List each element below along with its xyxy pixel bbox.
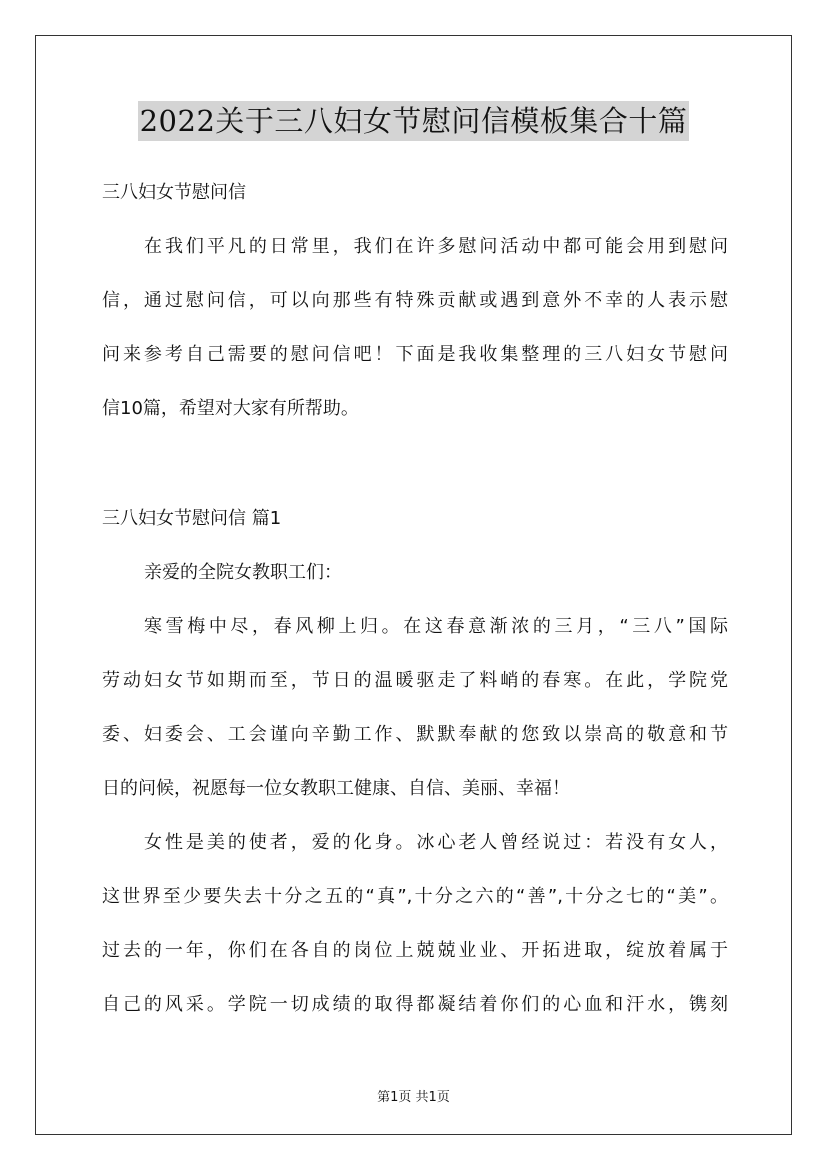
title-container xyxy=(0,101,827,141)
body-line-4: 日的问候，祝愿每一位女教职工健康、自信、美丽、幸福！ xyxy=(102,778,570,799)
article-heading: 三八妇女节慰问信 篇1 xyxy=(102,508,282,529)
body-line-1: 寒雪梅中尽，春风柳上归。在这春意渐浓的三月，“三八”国际 xyxy=(144,616,728,637)
intro-line-4: 信10篇，希望对大家有所帮助。 xyxy=(102,398,359,419)
document-title: 2022关于三八妇女节慰问信模板集合十篇 xyxy=(138,101,690,141)
section-heading: 三八妇女节慰问信 xyxy=(102,182,246,203)
page-footer: 第1页 共1页 xyxy=(377,1090,450,1105)
body-line-5: 女性是美的使者，爱的化身。冰心老人曾经说过：若没有女人， xyxy=(144,832,728,853)
body-line-3: 委、妇委会、工会谨向辛勤工作、默默奉献的您致以崇高的敬意和节 xyxy=(102,724,728,745)
body-line-7: 过去的一年，你们在各自的岗位上兢兢业业、开拓进取，绽放着属于 xyxy=(102,940,728,961)
intro-line-1: 在我们平凡的日常里，我们在许多慰问活动中都可能会用到慰问 xyxy=(144,236,728,257)
body-line-8: 自己的风采。学院一切成绩的取得都凝结着你们的心血和汗水，镌刻 xyxy=(102,994,728,1015)
intro-line-2: 信，通过慰问信，可以向那些有特殊贡献或遇到意外不幸的人表示慰 xyxy=(102,290,728,311)
intro-line-3: 问来参考自己需要的慰问信吧！下面是我收集整理的三八妇女节慰问 xyxy=(102,344,728,365)
body-line-6: 这世界至少要失去十分之五的“真”,十分之六的“善”,十分之七的“美”。 xyxy=(102,886,728,907)
body-line-2: 劳动妇女节如期而至，节日的温暖驱走了料峭的春寒。在此，学院党 xyxy=(102,670,728,691)
salutation: 亲爱的全院女教职工们： xyxy=(144,562,342,583)
